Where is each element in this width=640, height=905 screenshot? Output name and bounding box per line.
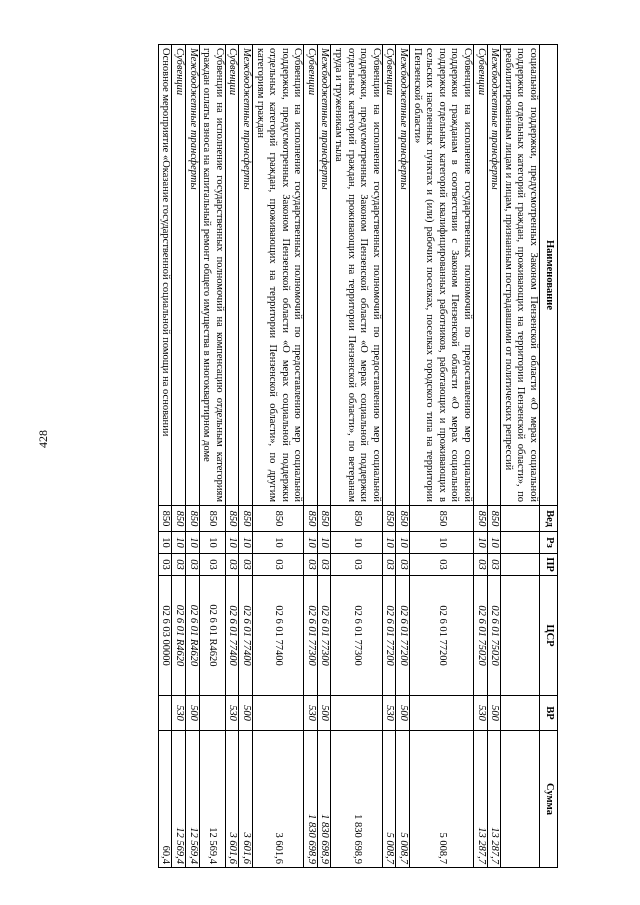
header-name: Наименование <box>540 45 558 506</box>
cell-vr: 500 <box>185 696 199 731</box>
cell-rz: 10 <box>317 532 331 554</box>
cell-rz: 10 <box>225 532 239 554</box>
cell-ved: 850 <box>252 506 303 532</box>
cell-csr: 02 6 01 R4620 <box>172 576 186 696</box>
cell-name: Субвенции <box>172 45 186 506</box>
cell-vr: 530 <box>225 696 239 731</box>
cell-csr: 02 6 01 77400 <box>225 576 239 696</box>
cell-rz: 10 <box>239 532 253 554</box>
table-row <box>317 45 331 868</box>
cell-vr <box>331 696 382 731</box>
cell-csr: 02 6 01 77300 <box>317 576 331 696</box>
cell-ved: 850 <box>474 506 488 532</box>
cell-rz: 10 <box>158 532 172 554</box>
table-row <box>501 45 540 868</box>
table-row <box>252 45 303 868</box>
cell-ved: 850 <box>396 506 410 532</box>
cell-pr: 03 <box>304 554 318 576</box>
cell-ved: 850 <box>382 506 396 532</box>
cell-csr: 02 6 01 75020 <box>474 576 488 696</box>
cell-csr: 02 6 01 R4620 <box>185 576 199 696</box>
cell-csr: 02 6 03 00000 <box>158 576 172 696</box>
cell-vr: 500 <box>396 696 410 731</box>
cell-ved <box>501 506 540 532</box>
cell-pr <box>501 554 540 576</box>
cell-vr <box>199 696 225 731</box>
page-number: 428 <box>36 430 50 448</box>
cell-sum: 13 287,7 <box>487 731 501 868</box>
table-body <box>158 45 539 868</box>
cell-sum: 3 601,6 <box>239 731 253 868</box>
cell-name: Субвенции <box>382 45 396 506</box>
cell-csr <box>501 576 540 696</box>
cell-csr: 02 6 01 77300 <box>304 576 318 696</box>
cell-ved: 850 <box>158 506 172 532</box>
cell-sum <box>501 731 540 868</box>
cell-sum: 1 830 698,9 <box>331 731 382 868</box>
cell-name: Субвенции на исполнение государственных полномочий на компенсацию отдельным категориям граждан оплаты взноса на капитальный ремонт общего имущества в многоквартирном доме <box>199 45 225 506</box>
cell-vr: 500 <box>239 696 253 731</box>
cell-name: Межбюджетные трансферты <box>185 45 199 506</box>
header-vr: ВР <box>540 696 558 731</box>
header-csr: ЦСР <box>540 576 558 696</box>
table-row <box>396 45 410 868</box>
cell-rz: 10 <box>487 532 501 554</box>
cell-csr: 02 6 01 77200 <box>382 576 396 696</box>
budget-table <box>158 44 558 868</box>
rotated-page-content <box>84 44 558 867</box>
cell-ved: 850 <box>225 506 239 532</box>
cell-ved: 850 <box>239 506 253 532</box>
cell-pr: 03 <box>331 554 382 576</box>
cell-rz: 10 <box>382 532 396 554</box>
cell-pr: 03 <box>225 554 239 576</box>
cell-sum: 12 569,4 <box>172 731 186 868</box>
cell-pr: 03 <box>158 554 172 576</box>
cell-sum: 12 569,4 <box>185 731 199 868</box>
cell-name: Субвенции на исполнение государственных полномочий по предоставлению мер социальной поддержки, предусмотренных Законом Пензенской области «О мерах социальной поддержки отдельных категорий граждан, проживающих на территории Пензенской области», по другим категориям граждан <box>252 45 303 506</box>
cell-vr: 530 <box>172 696 186 731</box>
cell-vr: 530 <box>382 696 396 731</box>
table-row <box>331 45 382 868</box>
table-row <box>304 45 318 868</box>
cell-rz: 10 <box>172 532 186 554</box>
table-row <box>474 45 488 868</box>
table-row <box>199 45 225 868</box>
cell-sum: 1 830 698,9 <box>304 731 318 868</box>
cell-ved: 850 <box>199 506 225 532</box>
cell-pr: 03 <box>252 554 303 576</box>
cell-ved: 850 <box>304 506 318 532</box>
cell-rz: 10 <box>474 532 488 554</box>
cell-csr: 02 6 01 75020 <box>487 576 501 696</box>
cell-ved: 850 <box>185 506 199 532</box>
cell-sum: 5 008,7 <box>382 731 396 868</box>
cell-name: Межбюджетные трансферты <box>487 45 501 506</box>
cell-pr: 03 <box>239 554 253 576</box>
cell-pr: 03 <box>185 554 199 576</box>
cell-vr <box>158 696 172 731</box>
cell-sum: 3 601,6 <box>252 731 303 868</box>
cell-pr: 03 <box>410 554 474 576</box>
cell-ved: 850 <box>487 506 501 532</box>
cell-csr: 02 6 01 R4620 <box>199 576 225 696</box>
cell-ved: 850 <box>331 506 382 532</box>
table-row <box>239 45 253 868</box>
cell-rz: 10 <box>185 532 199 554</box>
table-row <box>158 45 172 868</box>
cell-sum: 5 008,7 <box>396 731 410 868</box>
table-row <box>185 45 199 868</box>
cell-rz: 10 <box>331 532 382 554</box>
cell-sum: 60,4 <box>158 731 172 868</box>
cell-sum: 3 601,6 <box>225 731 239 868</box>
cell-pr: 03 <box>172 554 186 576</box>
cell-sum: 1 830 698,9 <box>317 731 331 868</box>
cell-rz: 10 <box>252 532 303 554</box>
cell-csr: 02 6 01 77200 <box>396 576 410 696</box>
cell-pr: 03 <box>487 554 501 576</box>
cell-vr: 500 <box>317 696 331 731</box>
cell-vr: 500 <box>487 696 501 731</box>
table-row <box>410 45 474 868</box>
cell-rz: 10 <box>199 532 225 554</box>
cell-ved: 850 <box>172 506 186 532</box>
header-sum: Сумма <box>540 731 558 868</box>
table-row <box>225 45 239 868</box>
cell-name: Основное мероприятие «Оказание государственной социальной помощи на основании <box>158 45 172 506</box>
header-rz: Рз <box>540 532 558 554</box>
cell-name: Межбюджетные трансферты <box>239 45 253 506</box>
cell-ved: 850 <box>410 506 474 532</box>
cell-name: Субвенции <box>304 45 318 506</box>
cell-pr: 03 <box>317 554 331 576</box>
cell-pr: 03 <box>396 554 410 576</box>
cell-pr: 03 <box>382 554 396 576</box>
cell-ved: 850 <box>317 506 331 532</box>
table-header-row <box>540 45 558 868</box>
cell-rz: 10 <box>396 532 410 554</box>
cell-rz <box>501 532 540 554</box>
cell-pr: 03 <box>474 554 488 576</box>
cell-sum: 5 008,7 <box>410 731 474 868</box>
cell-name: Субвенции на исполнение государственных полномочий по предоставлению мер социальной поддержки, предусмотренных Законом Пензенской области «О мерах социальной поддержки отдельных категорий граждан, проживающих на территории Пензенской области», по ветеранам труда и труженикам тыла <box>331 45 382 506</box>
header-pr: ПР <box>540 554 558 576</box>
table-row <box>382 45 396 868</box>
cell-name: Субвенции <box>225 45 239 506</box>
header-ved: Вед <box>540 506 558 532</box>
cell-csr: 02 6 01 77300 <box>331 576 382 696</box>
cell-sum: 12 569,4 <box>199 731 225 868</box>
cell-vr <box>410 696 474 731</box>
table-row <box>487 45 501 868</box>
cell-csr: 02 6 01 77400 <box>239 576 253 696</box>
cell-vr: 530 <box>474 696 488 731</box>
cell-csr: 02 6 01 77200 <box>410 576 474 696</box>
cell-name: Субвенции <box>474 45 488 506</box>
cell-sum: 13 287,7 <box>474 731 488 868</box>
cell-name: Межбюджетные трансферты <box>396 45 410 506</box>
cell-pr: 03 <box>199 554 225 576</box>
cell-vr: 530 <box>304 696 318 731</box>
cell-name: Межбюджетные трансферты <box>317 45 331 506</box>
cell-vr <box>501 696 540 731</box>
cell-name: социальной поддержки, предусмотренных Законом Пензенской области «О мерах социальной поддержки отдельных категорий граждан, проживающих на территории Пензенской области», по реабилитированным лицам и лицам, признанным пострадавшими от политических репрессий <box>501 45 540 506</box>
cell-rz: 10 <box>410 532 474 554</box>
cell-vr <box>252 696 303 731</box>
table-row <box>172 45 186 868</box>
cell-csr: 02 6 01 77400 <box>252 576 303 696</box>
cell-name: Субвенции на исполнение государственных полномочий по предоставлению мер социальной поддержки гражданам в соответствии с Законом Пензенской области «О мерах социальной поддержки отдельных категорий квалифицированных работников, работающих и проживающих в сельских населенных пунктах и (или) рабочих поселках, поселках городского типа на территории Пензенской области» <box>410 45 474 506</box>
cell-rz: 10 <box>304 532 318 554</box>
